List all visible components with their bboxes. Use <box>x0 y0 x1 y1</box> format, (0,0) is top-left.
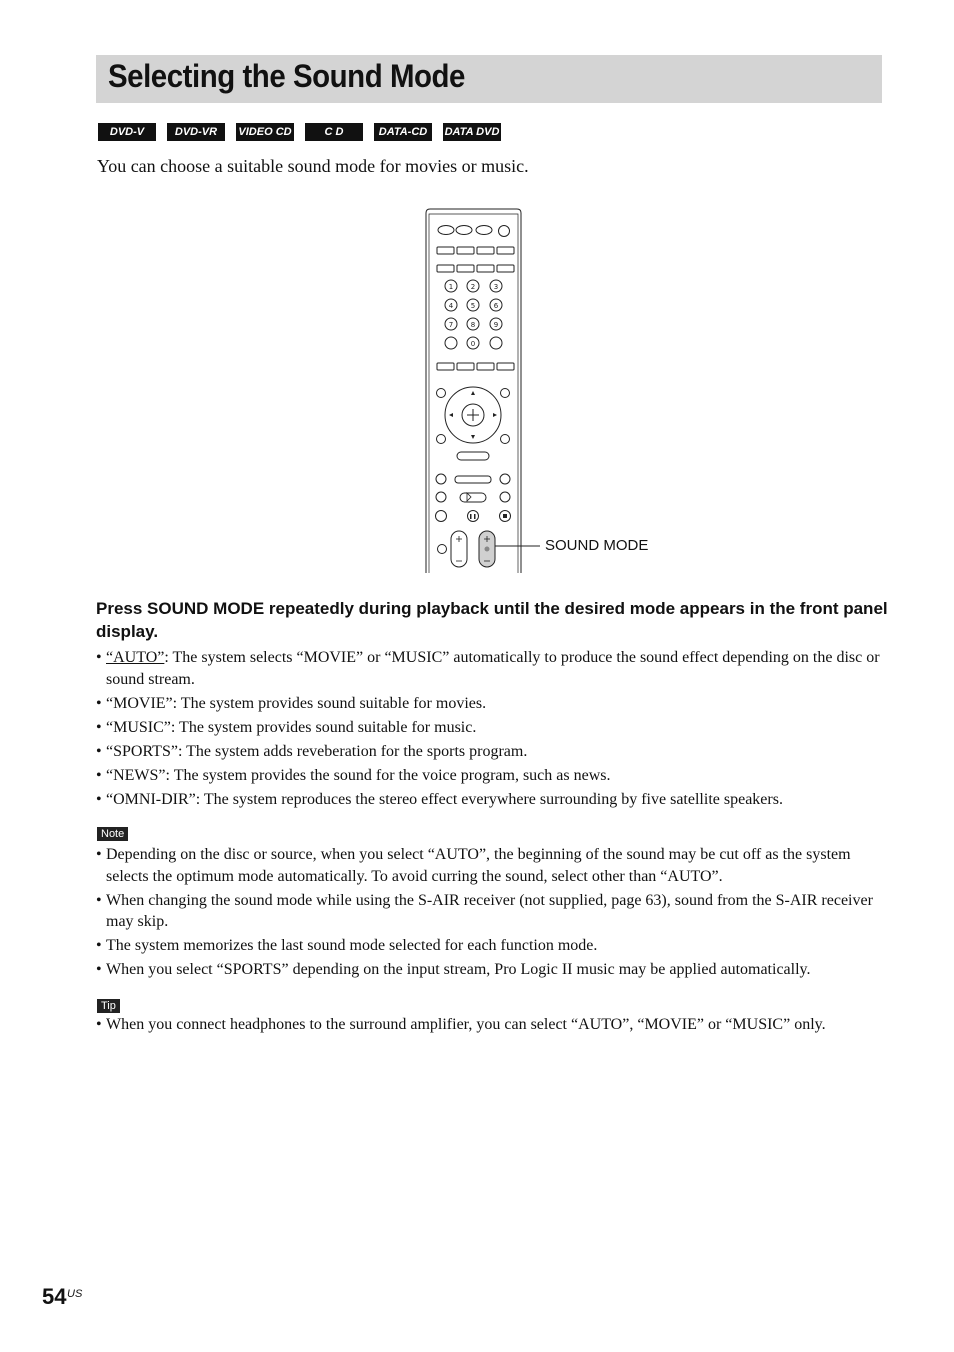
tip-label: Tip <box>97 999 120 1013</box>
disc-icon-data-cd: DATA-CD <box>374 123 432 141</box>
remote-illustration <box>420 205 540 580</box>
list-item: • “MOVIE”: The system provides sound suitable for movies. <box>96 694 487 712</box>
disc-icon-data-dvd: DATA DVD <box>443 123 501 141</box>
mode-name-auto[interactable]: “AUTO” <box>106 649 165 666</box>
svg-text:1: 1 <box>448 283 454 291</box>
svg-text:2: 2 <box>470 283 476 291</box>
list-item: • “OMNI-DIR”: The system reproduces the stereo effect everywhere surrounding by five satellite speakers. <box>96 790 783 808</box>
note-label: Note <box>97 827 128 841</box>
list-item: • “NEWS”: The system provides the sound for the voice program, such as news. <box>96 766 611 784</box>
list-item: • The system memorizes the last sound mode selected for each function mode. <box>96 937 598 954</box>
svg-text:5: 5 <box>470 302 476 310</box>
svg-text:6: 6 <box>493 302 499 310</box>
page-region-suffix: US <box>67 1288 83 1300</box>
list-item: • When you connect headphones to the surround amplifier, you can select “AUTO”, “MOVIE” or “MUSIC” only. <box>96 1016 826 1033</box>
note-list <box>96 844 882 983</box>
list-item: • “AUTO”: The system selects “MOVIE” or “MUSIC” automatically to produce the sound effect depending on the disc or sound stream. <box>96 649 880 688</box>
instruction-heading: Press SOUND MODE repeatedly during playback until the desired mode appears in the front panel display. <box>96 599 888 641</box>
list-item: • When changing the sound mode while using the S-AIR receiver (not supplied, page 63), sound from the S-AIR receiver may skip. <box>96 891 873 930</box>
sound-mode-list <box>96 647 882 813</box>
svg-text:8: 8 <box>470 321 476 329</box>
svg-text:3: 3 <box>493 283 499 291</box>
disc-icon-cd: C D <box>305 123 363 141</box>
svg-text:9: 9 <box>493 321 499 329</box>
disc-icon-video-cd: VIDEO CD <box>236 123 294 141</box>
disc-icon-dvd-v: DVD-V <box>98 123 156 141</box>
title-bar <box>96 55 882 103</box>
disc-icon-dvd-vr: DVD-VR <box>167 123 225 141</box>
list-item: • “MUSIC”: The system provides sound suitable for music. <box>96 718 477 736</box>
page-number: 54 <box>42 1284 67 1309</box>
tip-list <box>96 1014 882 1038</box>
page-title: Selecting the Sound Mode <box>108 58 465 94</box>
intro-text: You can choose a suitable sound mode for movies or music. <box>97 156 529 176</box>
sound-mode-callout: SOUND MODE <box>545 537 649 554</box>
list-item: • When you select “SPORTS” depending on the input stream, Pro Logic II music may be applied automatically. <box>96 961 811 978</box>
svg-text:0: 0 <box>470 340 476 348</box>
remote-control-icon <box>420 205 540 575</box>
svg-text:7: 7 <box>448 321 454 329</box>
list-item: • “SPORTS”: The system adds reveberation for the sports program. <box>96 742 528 760</box>
svg-text:4: 4 <box>448 302 454 310</box>
list-item: • Depending on the disc or source, when you select “AUTO”, the beginning of the sound may be cut off as the system selects the optimum mode automatically. To avoid curring the sound, select other than “AUTO”. <box>96 846 851 885</box>
